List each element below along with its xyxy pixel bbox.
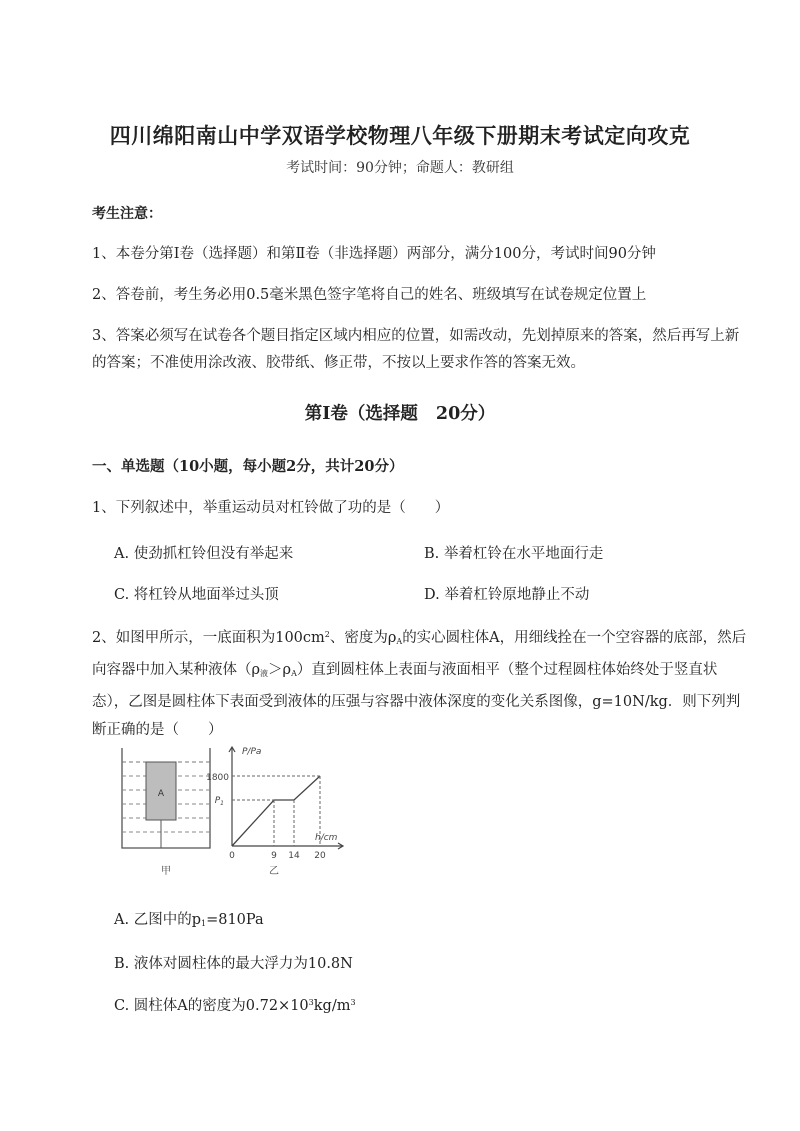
notice-item-2: 2、答卷前，考生务必用0.5毫米黑色签字笔将自己的姓名、班级填写在试卷规定位置上 xyxy=(92,287,647,303)
section-title-score: 20分） xyxy=(435,404,496,424)
figure-caption-jia: 甲 xyxy=(161,866,171,877)
container-diagram xyxy=(122,748,210,877)
question-2-figure xyxy=(110,740,350,880)
question-2-stem xyxy=(92,621,752,744)
section-title-part: 第I卷（选择题 xyxy=(304,404,418,424)
q2-sub-4: A xyxy=(291,669,297,678)
q2-option-a-value: =810Pa xyxy=(206,912,264,928)
question-1-stem: 1、下列叙述中，举重运动员对杠铃做了功的是（ ） xyxy=(92,500,450,516)
notice-item-1: 1、本卷分第I卷（选择题）和第Ⅱ卷（非选择题）两部分，满分100分，考试时间90分钟 xyxy=(92,246,656,262)
pressure-depth-graph xyxy=(206,747,343,877)
cylinder-label: A xyxy=(157,789,165,799)
question-1-option-d: D. 举着杠铃原地静止不动 xyxy=(424,587,590,603)
question-2-option-a xyxy=(114,908,264,929)
q2-option-c-sup2: 3 xyxy=(350,998,356,1007)
question-2-option-b: B. 液体对圆柱体的最大浮力为10.8N xyxy=(114,956,353,972)
q2-sub-3: 液 xyxy=(260,669,269,678)
q2-text-3: 的实心圆柱体A，用细线拴在一个空容器的底部，然后向容器中加入某种液体（ρ xyxy=(92,630,747,678)
question-1-option-a: A. 使劲抓杠铃但没有举起来 xyxy=(114,546,294,562)
question-1-option-c: C. 将杠铃从地面举过头顶 xyxy=(114,587,279,603)
q2-option-c-sup: 3 xyxy=(308,998,314,1007)
x-axis-label: h/cm xyxy=(315,833,338,843)
question-2-option-c xyxy=(114,994,356,1015)
notice-item-3: 3、答案必须写在试卷各个题目指定区域内相应的位置，如需改动，先划掉原来的答案，然后再写上新的答案；不准使用涂改液、胶带纸、修正带，不按以上要求作答的答案无效。 xyxy=(92,328,740,371)
figure-caption-yi: 乙 xyxy=(269,866,279,877)
x-tick-0: 0 xyxy=(229,851,235,861)
y-axis-label: P/Pa xyxy=(242,747,262,757)
q2-option-a-sub: 1 xyxy=(200,919,207,928)
q2-text-1: 2、如图甲所示，一底面积为100cm xyxy=(92,630,325,646)
q2-text-4: ＞ρ xyxy=(268,662,292,678)
x-tick-9: 9 xyxy=(271,851,277,861)
part-heading: 一、单选题（10小题，每小题2分，共计20分） xyxy=(92,458,404,475)
x-tick-14: 14 xyxy=(288,851,300,861)
x-tick-20: 20 xyxy=(314,851,326,861)
q2-option-a-text: A. 乙图中的p xyxy=(114,912,201,928)
question-1-option-b: B. 举着杠铃在水平地面行走 xyxy=(424,546,604,562)
section-title xyxy=(0,400,800,425)
notice-heading: 考生注意： xyxy=(92,206,162,222)
pressure-curve xyxy=(232,776,320,846)
y-tick-p1: $P_1$ xyxy=(214,796,224,807)
page-title: 四川绵阳南山中学双语学校物理八年级下册期末考试定向攻克 xyxy=(109,123,691,148)
exam-info: 考试时间：90分钟；命题人：教研组 xyxy=(286,160,514,176)
q2-option-c-text: C. 圆柱体A的密度为0.72×10 xyxy=(114,998,309,1014)
q2-text-2: 、密度为ρ xyxy=(329,630,397,646)
q2-sup-1: 2 xyxy=(324,630,330,639)
q2-text-5: ）直到圆柱体上表面与液面相平（整个过程圆柱体始终处于竖直状态），乙图是圆柱体下表面受到液体的压强与容器中液体深度的变化关系图像，g=10N/kg．则下列判断正确的是（ ） xyxy=(92,662,741,738)
q2-option-c-unit: kg/m xyxy=(313,998,351,1014)
q2-sub-2: A xyxy=(396,637,403,646)
y-tick-1800: 1800 xyxy=(206,773,229,783)
